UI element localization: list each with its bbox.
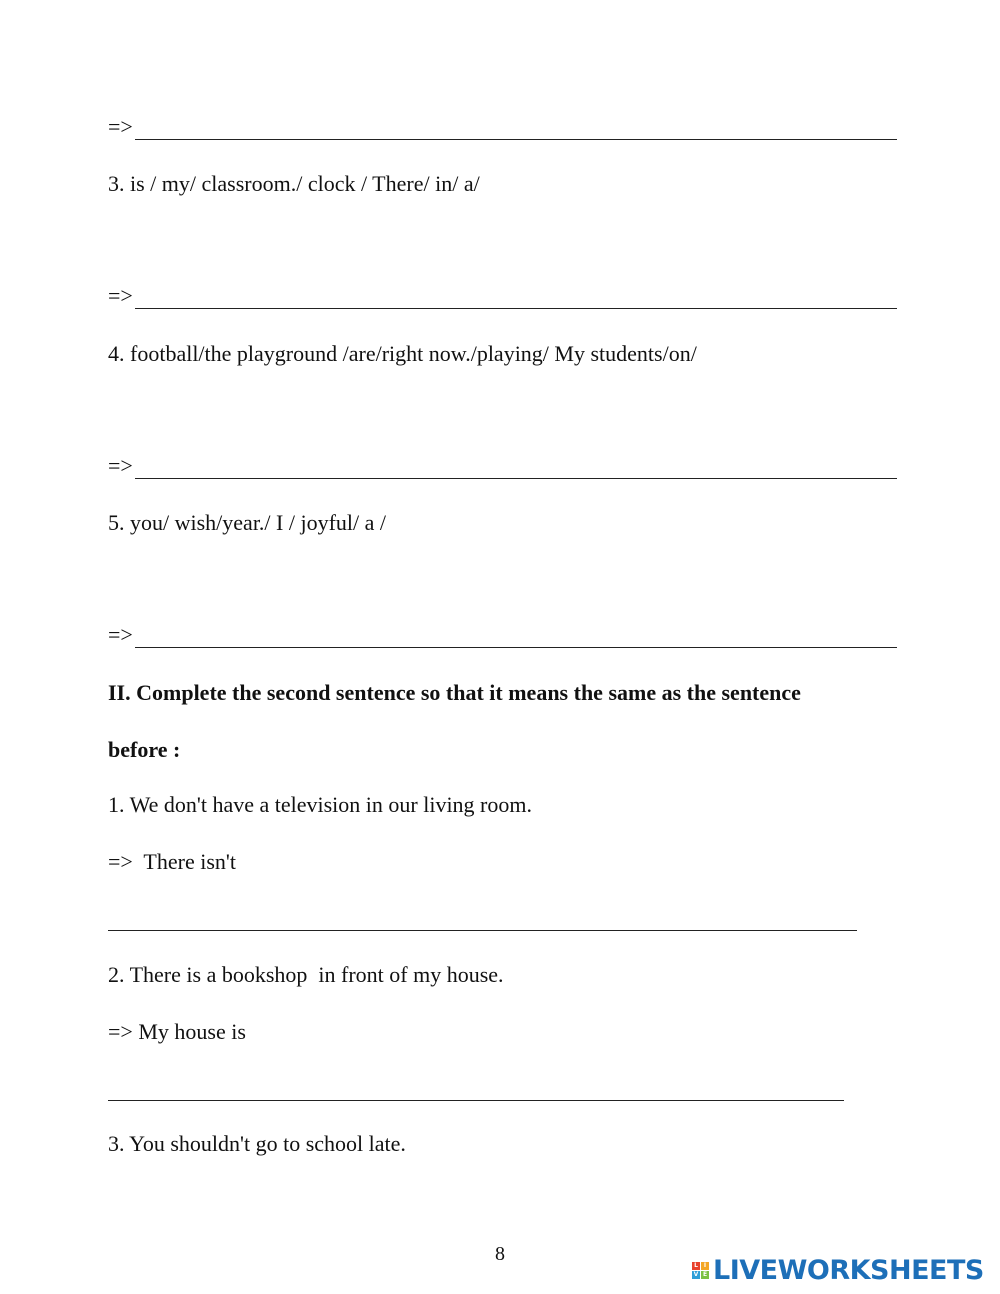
logo-mark-letter: I (701, 1262, 709, 1270)
answer-rule (135, 308, 897, 309)
answer-rule (135, 647, 897, 648)
exercise-prompt-4: 4. football/the playground /are/right now./playing/ My students/on/ (108, 341, 697, 366)
logo-mark-icon (692, 1262, 709, 1279)
rewrite-sentence-3: 3. You shouldn't go to school late. (108, 1131, 406, 1156)
logo-mark-letter: L (692, 1262, 700, 1270)
exercise-prompt-3: 3. is / my/ classroom./ clock / There/ in/ a/ (108, 171, 480, 196)
answer-arrow: => (108, 622, 133, 647)
rewrite-sentence-1: 1. We don't have a television in our living room. (108, 792, 532, 817)
answer-arrow: => (108, 114, 133, 139)
answer-arrow: => (108, 453, 133, 478)
section-heading: II. Complete the second sentence so that it means the same as the sentence (108, 680, 801, 705)
liveworksheets-logo[interactable] (692, 1254, 984, 1286)
exercise-prompt-5: 5. you/ wish/year./ I / joyful/ a / (108, 510, 387, 535)
answer-line-5[interactable] (108, 622, 897, 648)
logo-mark-letter: V (693, 1270, 699, 1278)
rewrite-starter-2: => My house is (108, 1019, 246, 1044)
answer-rule (135, 478, 897, 479)
rewrite-sentence-2: 2. There is a bookshop in front of my house. (108, 962, 504, 987)
answer-rule (135, 139, 897, 140)
rewrite-starter-1: => There isn't (108, 849, 236, 874)
answer-line-3[interactable] (108, 283, 897, 309)
section-heading-continued: before : (108, 737, 181, 762)
answer-line-2[interactable] (108, 114, 897, 140)
logo-mark-letter: E (702, 1270, 708, 1278)
answer-line-4[interactable] (108, 453, 897, 479)
rewrite-answer-line-1[interactable] (108, 930, 857, 931)
rewrite-answer-line-2[interactable] (108, 1100, 844, 1101)
page-number: 8 (495, 1243, 505, 1265)
logo-text: LIVEWORKSHEETS (713, 1254, 984, 1286)
answer-arrow: => (108, 283, 133, 308)
